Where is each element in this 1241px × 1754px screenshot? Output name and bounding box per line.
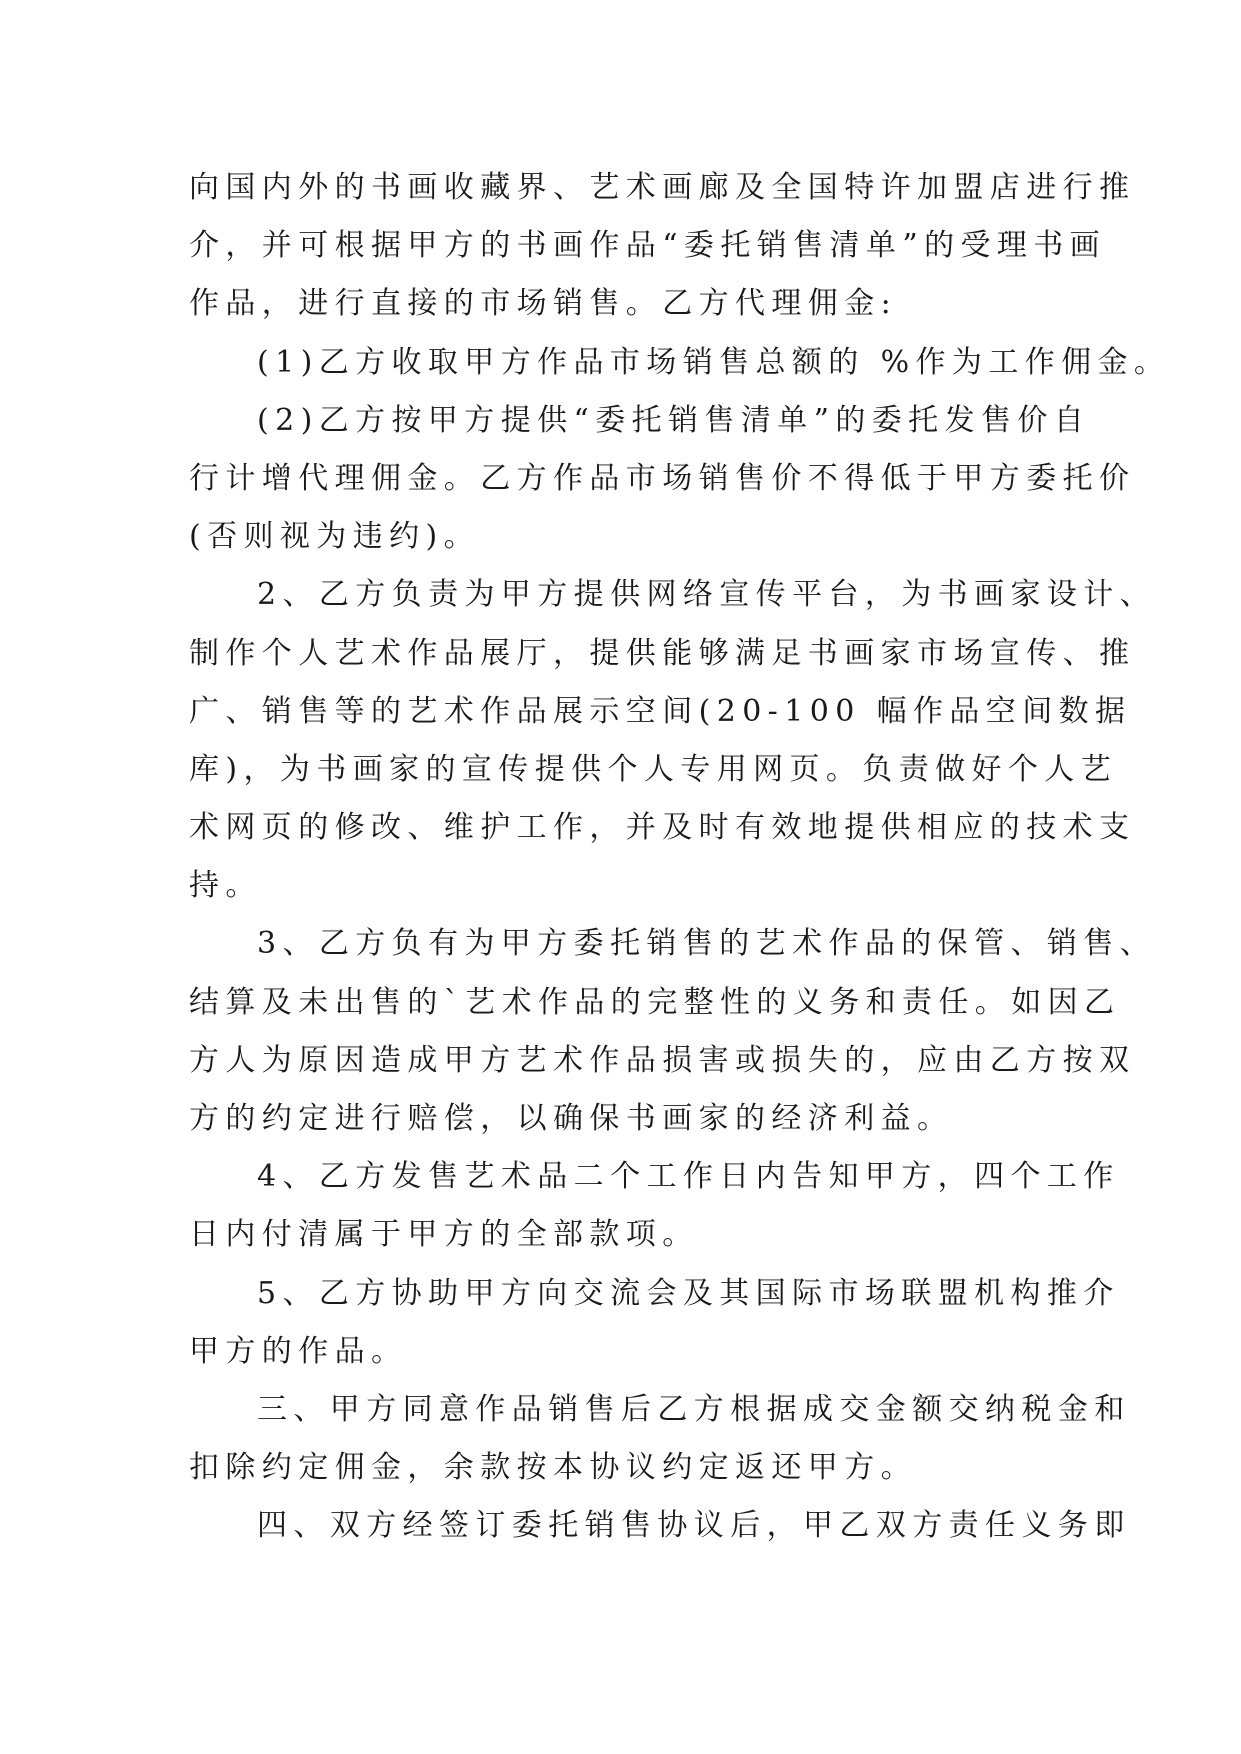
text-line: 制作个人艺术作品展厅，提供能够满足书画家市场宣传、推 <box>189 635 1136 671</box>
text-line: 介，并可根据甲方的书画作品“委托销售清单”的受理书画 <box>189 228 1107 264</box>
text-line: 甲方的作品。 <box>189 1333 408 1369</box>
text-line: 广、销售等的艺术作品展示空间(20-100 幅作品空间数据 <box>189 693 1132 729</box>
text-line: 库)，为书画家的宣传提供个人专用网页。负责做好个人艺 <box>189 751 1118 787</box>
text-line: (否则视为违约)。 <box>189 519 481 555</box>
text-line: 作品，进行直接的市场销售。乙方代理佣金: <box>189 286 898 322</box>
text-line: 方的约定进行赔偿，以确保书画家的经济利益。 <box>189 1101 954 1136</box>
text-line: 4、乙方发售艺术品二个工作日内告知甲方，四个工作 <box>257 1159 1120 1195</box>
text-line: 方人为原因造成甲方艺术作品损害或损失的，应由乙方按双 <box>189 1042 1136 1078</box>
document-body <box>189 159 1171 1556</box>
text-line: 向国内外的书画收藏界、艺术画廊及全国特许加盟店进行推 <box>189 170 1136 205</box>
text-line: 结算及未出售的`艺术作品的完整性的义务和责任。如因乙 <box>189 984 1121 1020</box>
text-line: 持。 <box>189 868 262 904</box>
text-line: (2)乙方按甲方提供“委托销售清单”的委托发售价自 <box>257 402 1091 438</box>
text-line: 行计增代理佣金。乙方作品市场销售价不得低于甲方委托价 <box>189 460 1136 496</box>
text-line: 2、乙方负责为甲方提供网络宣传平台，为书画家设计、 <box>257 577 1157 613</box>
text-line: 三、甲方同意作品销售后乙方根据成交金额交纳税金和 <box>257 1391 1131 1427</box>
text-line: (1)乙方收取甲方作品市场销售总额的 %作为工作佣金。 <box>257 344 1171 380</box>
text-line: 5、乙方协助甲方向交流会及其国际市场联盟机构推介 <box>257 1275 1120 1311</box>
text-line: 四、双方经签订委托销售协议后，甲乙双方责任义务即 <box>257 1508 1131 1544</box>
text-line: 日内付清属于甲方的全部款项。 <box>189 1217 699 1253</box>
text-line: 3、乙方负有为甲方委托销售的艺术作品的保管、销售、 <box>257 926 1157 962</box>
text-line: 扣除约定佣金，余款按本协议约定返还甲方。 <box>189 1450 917 1486</box>
text-line: 术网页的修改、维护工作，并及时有效地提供相应的技术支 <box>189 810 1136 846</box>
